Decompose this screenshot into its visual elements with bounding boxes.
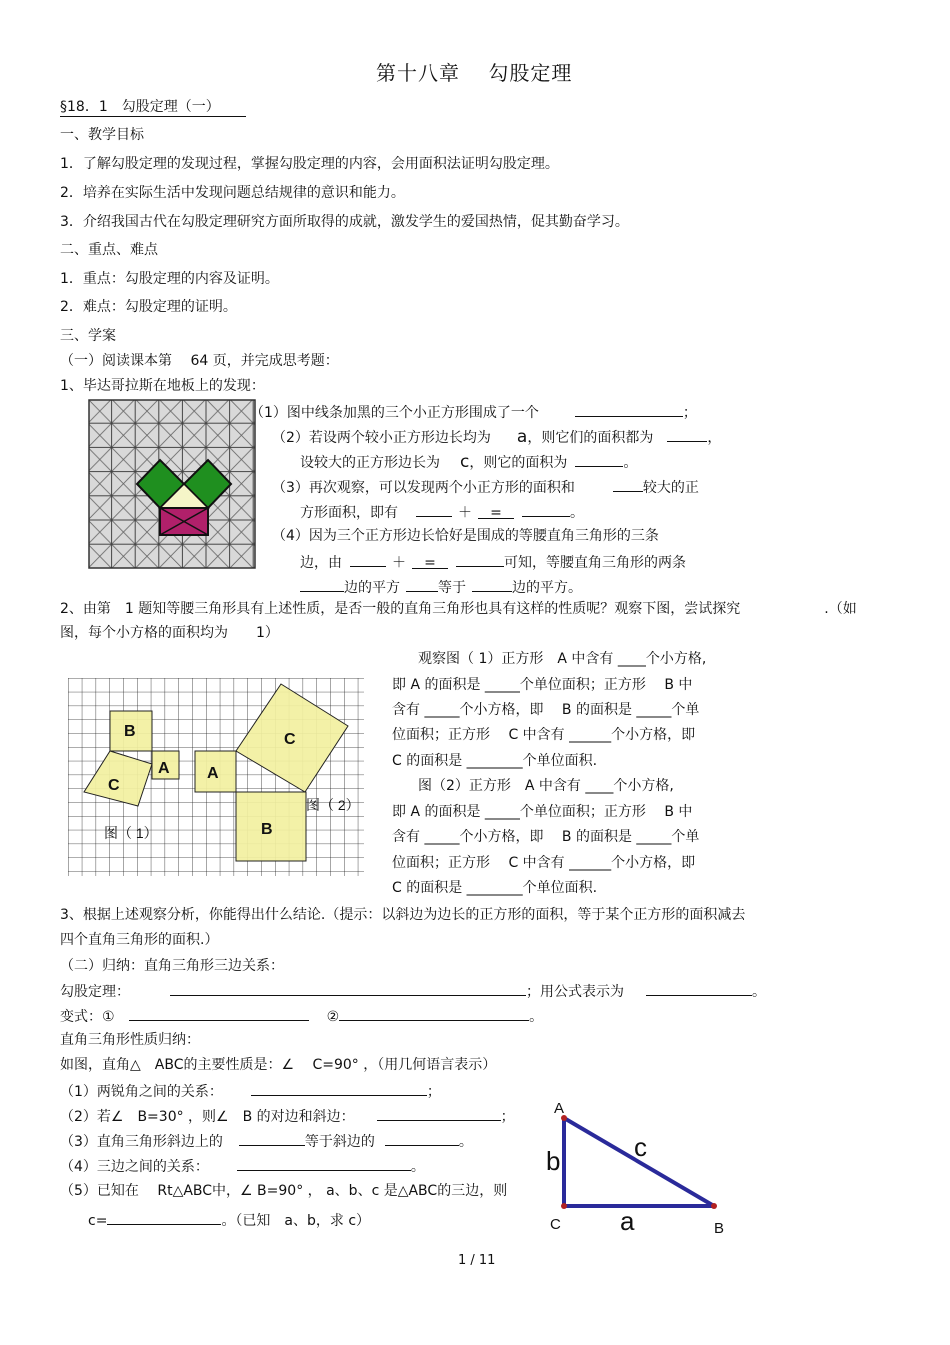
question-1-title: 1、毕达哥拉斯在地板上的发现： [60,378,265,394]
obs-6: 图（2）正方形 A 中含有 ____个小方格, [418,778,674,794]
label-fig1-A: A [158,760,170,777]
heading-goals: 一、教学目标 [60,127,144,143]
q1-line3: 设较大的正方形边长为 c，则它的面积为 。 [300,452,638,472]
blank-eq2-c[interactable] [456,552,504,567]
blank-prop-3a[interactable] [239,1131,305,1146]
obs-2: 即 A 的面积是 _____个单位面积；正方形 B 中 [392,677,693,693]
obs-8: 含有 _____个小方格，即 B 的面积是 _____个单 [392,829,700,845]
label-fig2-B: B [261,821,273,838]
obs-4: 位面积；正方形 C 中含有 ______个小方格，即 [392,727,696,743]
heading-key-points: 二、重点、难点 [60,242,158,258]
page-title: 第十八章 勾股定理 [376,61,573,85]
label-fig2-C: C [284,731,296,748]
key-point-1: 1．重点：勾股定理的内容及证明。 [60,271,279,287]
right-triangle-figure [540,1096,740,1240]
blank-variant-2[interactable] [339,1006,529,1021]
prop-4: （4）三边之间的关系： 。 [60,1156,425,1176]
key-point-2: 2．难点：勾股定理的证明。 [60,299,237,315]
goal-1: 1．了解勾股定理的发现过程，掌握勾股定理的内容，会用面积法证明勾股定理。 [60,156,559,172]
blank-prop-3b[interactable] [385,1131,459,1146]
side-a-label: a [620,1206,635,1236]
blank-eq1-a[interactable] [416,502,452,517]
obs-5: C 的面积是 ________个单位面积. [392,753,598,769]
goal-2: 2．培养在实际生活中发现问题总结规律的意识和能力。 [60,185,405,201]
blank-leg[interactable] [300,577,344,592]
part1-title: （一）阅读课本第 64 页，并完成思考题： [60,353,339,369]
question-3-line1: 3、根据上述观察分析，你能得出什么结论.（提示：以斜边为边长的正方形的面积，等于某个正方形的面积减去 [60,907,746,923]
blank-relation[interactable] [613,477,643,492]
theorem-line: 勾股定理： ；用公式表示为 。 [60,981,766,1001]
prop-1: （1）两锐角之间的关系： ； [60,1081,441,1101]
side-b-label: b [546,1146,561,1176]
goal-3: 3．介绍我国古代在勾股定理研究方面所取得的成就，激发学生的爱国热情，促其勤奋学习。 [60,214,629,230]
q1-line5: 方形面积，即有 ＋ = 。 [300,502,584,522]
prop-6: c= 。（已知 a、b，求 c） [88,1210,370,1230]
q1-line6: （4）因为三个正方形边长恰好是围成的等腰直角三角形的三条 [272,528,659,544]
floor-tile-figure [88,399,256,569]
label-fig1-B: B [124,723,136,740]
variant-line: 变式：① ② 。 [60,1006,543,1026]
blank-prop-4[interactable] [237,1156,411,1171]
blank-large-area[interactable] [575,452,623,467]
props-title: 直角三角形性质归纳： [60,1032,200,1048]
q1-line7: 边，由 ＋ = 可知，等腰直角三角形的两条 [300,552,686,572]
blank-prop-2[interactable] [377,1106,501,1121]
obs-10: C 的面积是 ________个单位面积. [392,880,598,896]
grid-figure [68,678,364,876]
obs-1: 观察图（ 1）正方形 A 中含有 ____个小方格, [418,651,707,667]
caption-fig2: 图（ 2） [306,797,360,813]
side-c-label: c [634,1132,647,1162]
blank-prop-1[interactable] [251,1081,427,1096]
obs-9: 位面积；正方形 C 中含有 ______个小方格，即 [392,855,696,871]
blank-prop-6[interactable] [107,1210,221,1225]
obs-7: 即 A 的面积是 _____个单位面积；正方形 B 中 [392,804,693,820]
blank-theorem[interactable] [170,981,526,996]
blank-variant-1[interactable] [129,1006,309,1021]
blank-eq1-c[interactable] [522,502,570,517]
caption-fig1: 图（ 1） [104,825,158,841]
vertex-B-label: B [714,1220,725,1237]
blank-shape[interactable] [575,402,683,417]
blank-eq2-a[interactable] [350,552,386,567]
page-number: 1 / 11 [458,1253,496,1268]
obs-3: 含有 _____个小方格，即 B 的面积是 _____个单 [392,702,700,718]
section-heading: §18．1 勾股定理（一） [60,99,220,115]
q1-line8: 边的平方 等于 边的平方。 [300,577,582,597]
q1-line1: （1）图中线条加黑的三个小正方形围成了一个 ； [250,402,697,422]
q1-line2: （2）若设两个较小正方形边长均为 a，则它们的面积都为 ， [272,427,722,447]
blank-hyp[interactable] [472,577,512,592]
section-underline [60,116,246,117]
prop-2: （2）若∠ B=30° ，则∠ B 的对边和斜边： ； [60,1106,515,1126]
blank-formula[interactable] [646,981,752,996]
vertex-C-label: C [550,1216,561,1233]
blank-sum[interactable] [406,577,438,592]
blank-eq2-b[interactable]: = [412,554,448,569]
heading-study-plan: 三、学案 [60,328,116,344]
prop-3: （3）直角三角形斜边上的 等于斜边的 。 [60,1131,473,1151]
label-fig1-C: C [108,777,120,794]
question-2-line1: 2、由第 1 题知等腰三角形具有上述性质，是否一般的直角三角形也具有这样的性质呢？观察下图，尝试探究 .（如 [60,601,857,617]
blank-small-area[interactable] [667,427,707,442]
props-intro: 如图，直角△ ABC的主要性质是：∠ C=90° ，（用几何语言表示） [60,1057,497,1073]
question-3-line2: 四个直角三角形的面积.） [60,932,219,948]
question-2-line2: 图，每个小方格的面积均为 1） [60,625,279,641]
part2-title: （二）归纳：直角三角形三边关系： [60,958,284,974]
label-fig2-A: A [207,765,219,782]
q1-line4: （3）再次观察，可以发现两个小正方形的面积和 较大的正 [272,477,699,497]
vertex-A-label: A [554,1100,565,1117]
prop-5: （5）已知在 Rt△ABC中，∠ B=90° ， a、b、c 是△ABC的三边，则 [60,1183,508,1199]
blank-eq1-b[interactable]: = [478,504,514,519]
